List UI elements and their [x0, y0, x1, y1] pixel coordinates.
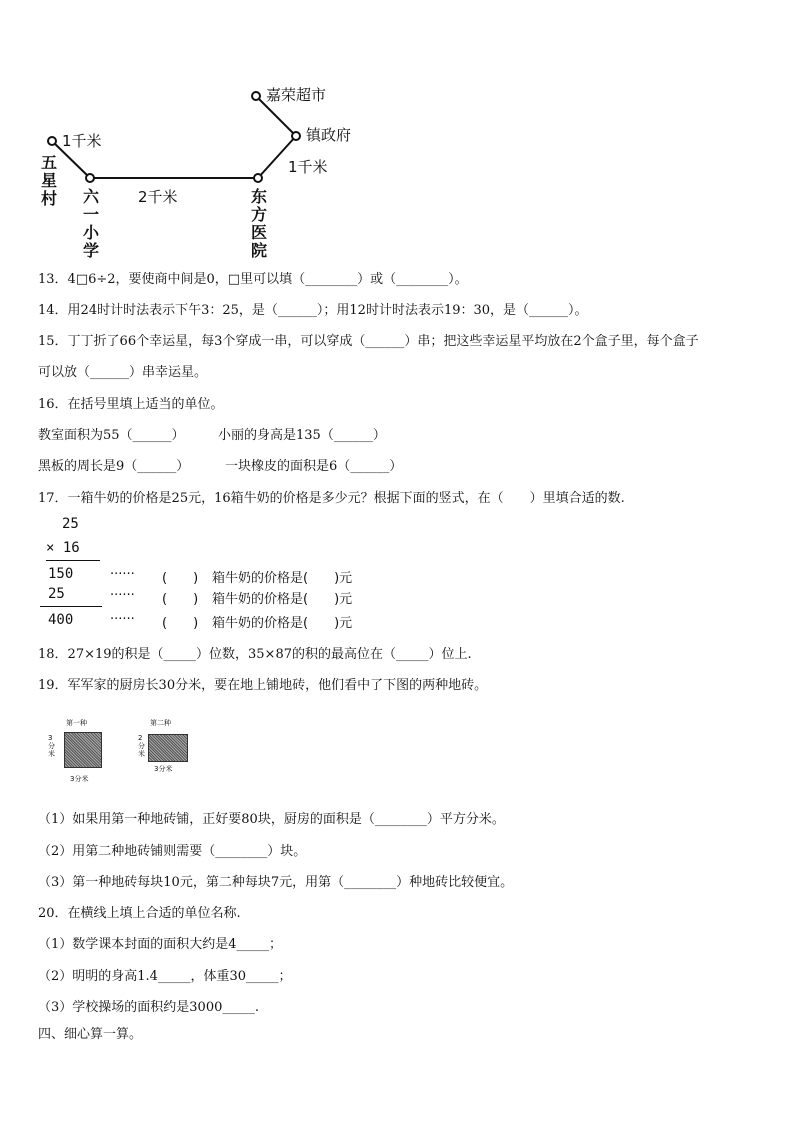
- question-16-d: 一块橡皮的面积是6（______）: [225, 459, 403, 474]
- point-liuyi: [86, 174, 94, 182]
- question-17: 17．一箱牛奶的价格是25元，16箱牛奶的价格是多少元？根据下面的竖式，在（ ）里填合适的数.: [38, 491, 625, 506]
- row1-paren: ( ): [162, 571, 199, 586]
- label-liuyi: 六一小学: [82, 187, 99, 260]
- calc-row-1: 150: [48, 566, 74, 582]
- row3-text: 箱牛奶的价格是( )元: [212, 616, 353, 631]
- vertical-multiplication: [38, 514, 398, 634]
- row3-paren: ( ): [162, 616, 199, 631]
- question-16-a: 教室面积为55（______）: [38, 428, 185, 443]
- question-19: 19．军军家的厨房长30分米，要在地上铺地砖，他们看中了下图的两种地砖。: [38, 678, 488, 693]
- calc-line-1: [46, 560, 100, 561]
- question-15-line1: 15．丁丁折了66个幸运星，每3个穿成一串，可以穿成（______）串；把这些幸运星平均放在2个盒子里，每个盒子: [38, 334, 699, 349]
- label-wuxing: 五星村: [40, 153, 57, 208]
- question-13: 13．4□6÷2，要使商中间是0，□里可以填（________）或（________）。: [38, 272, 468, 287]
- question-15-line2: 可以放（______）串幸运星。: [38, 365, 208, 380]
- point-wuxing: [48, 137, 56, 145]
- point-jiarong: [252, 92, 260, 100]
- row2-paren: ( ): [162, 592, 199, 607]
- distance-liuyi-dongfang: 2千米: [138, 188, 178, 206]
- tile2-title: 第二种: [150, 719, 171, 727]
- tile2-rect: [148, 734, 188, 762]
- question-14: 14．用24时计时法表示下午3：25，是（______）；用12时计时法表示19：30，是（______）。: [38, 303, 588, 318]
- question-20-2: （2）明明的身高1.4_____，体重30_____；: [38, 969, 292, 984]
- calc-multiplier: × 16: [46, 540, 80, 556]
- label-zhenzhengfu: 镇政府: [306, 126, 352, 144]
- question-19-3: （3）第一种地砖每块10元，第二种每块7元，用第（________）种地砖比较便宜。: [38, 875, 514, 890]
- section-heading: 四、细心算一算。: [38, 1027, 143, 1042]
- question-20-3: （3）学校操场的面积约是3000_____.: [38, 1000, 259, 1015]
- row1-dots: ······: [110, 567, 135, 582]
- tile1-title: 第一种: [66, 719, 87, 727]
- question-20-1: （1）数学课本封面的面积大约是4_____；: [38, 937, 283, 952]
- tile1-side: 3分米: [48, 734, 55, 758]
- point-zhenzhengfu: [292, 132, 300, 140]
- calc-top: 25: [62, 516, 79, 532]
- question-16-b: 小丽的身高是135（______）: [218, 428, 386, 443]
- row2-text: 箱牛奶的价格是( )元: [212, 592, 353, 607]
- question-20: 20．在横线上填上合适的单位名称.: [38, 906, 241, 921]
- row1-text: 箱牛奶的价格是( )元: [212, 571, 353, 586]
- question-16: 16．在括号里填上适当的单位。: [38, 397, 224, 412]
- calc-row-3: 400: [48, 612, 74, 628]
- row2-dots: ······: [110, 588, 135, 603]
- tile2-side: 2分米: [138, 734, 145, 758]
- label-dongfang: 东方医院: [250, 187, 267, 260]
- tile1-bottom: 3分米: [70, 775, 89, 783]
- point-dongfang: [254, 174, 262, 182]
- question-19-1: （1）如果用第一种地砖铺，正好要80块，厨房的面积是（________）平方分米。: [38, 812, 505, 827]
- question-16-c: 黑板的周长是9（______）: [38, 459, 190, 474]
- calc-line-2: [40, 606, 102, 607]
- question-18: 18．27×19的积是（_____）位数，35×87的积的最高位在（_____）位上.: [38, 647, 472, 662]
- distance-wuxing-liuyi: 1千米: [62, 132, 102, 150]
- label-jiarong: 嘉荣超市: [266, 86, 327, 104]
- question-19-2: （2）用第二种地砖铺则需要（________）块。: [38, 844, 307, 859]
- row3-dots: ······: [110, 612, 135, 627]
- calc-row-2: 25: [48, 586, 65, 602]
- distance-dongfang-zhen: 1千米: [288, 158, 328, 176]
- tile2-bottom: 3分米: [154, 765, 173, 773]
- tile-figures: [44, 716, 204, 788]
- route-map: [38, 80, 358, 260]
- tile1-square: [64, 732, 102, 768]
